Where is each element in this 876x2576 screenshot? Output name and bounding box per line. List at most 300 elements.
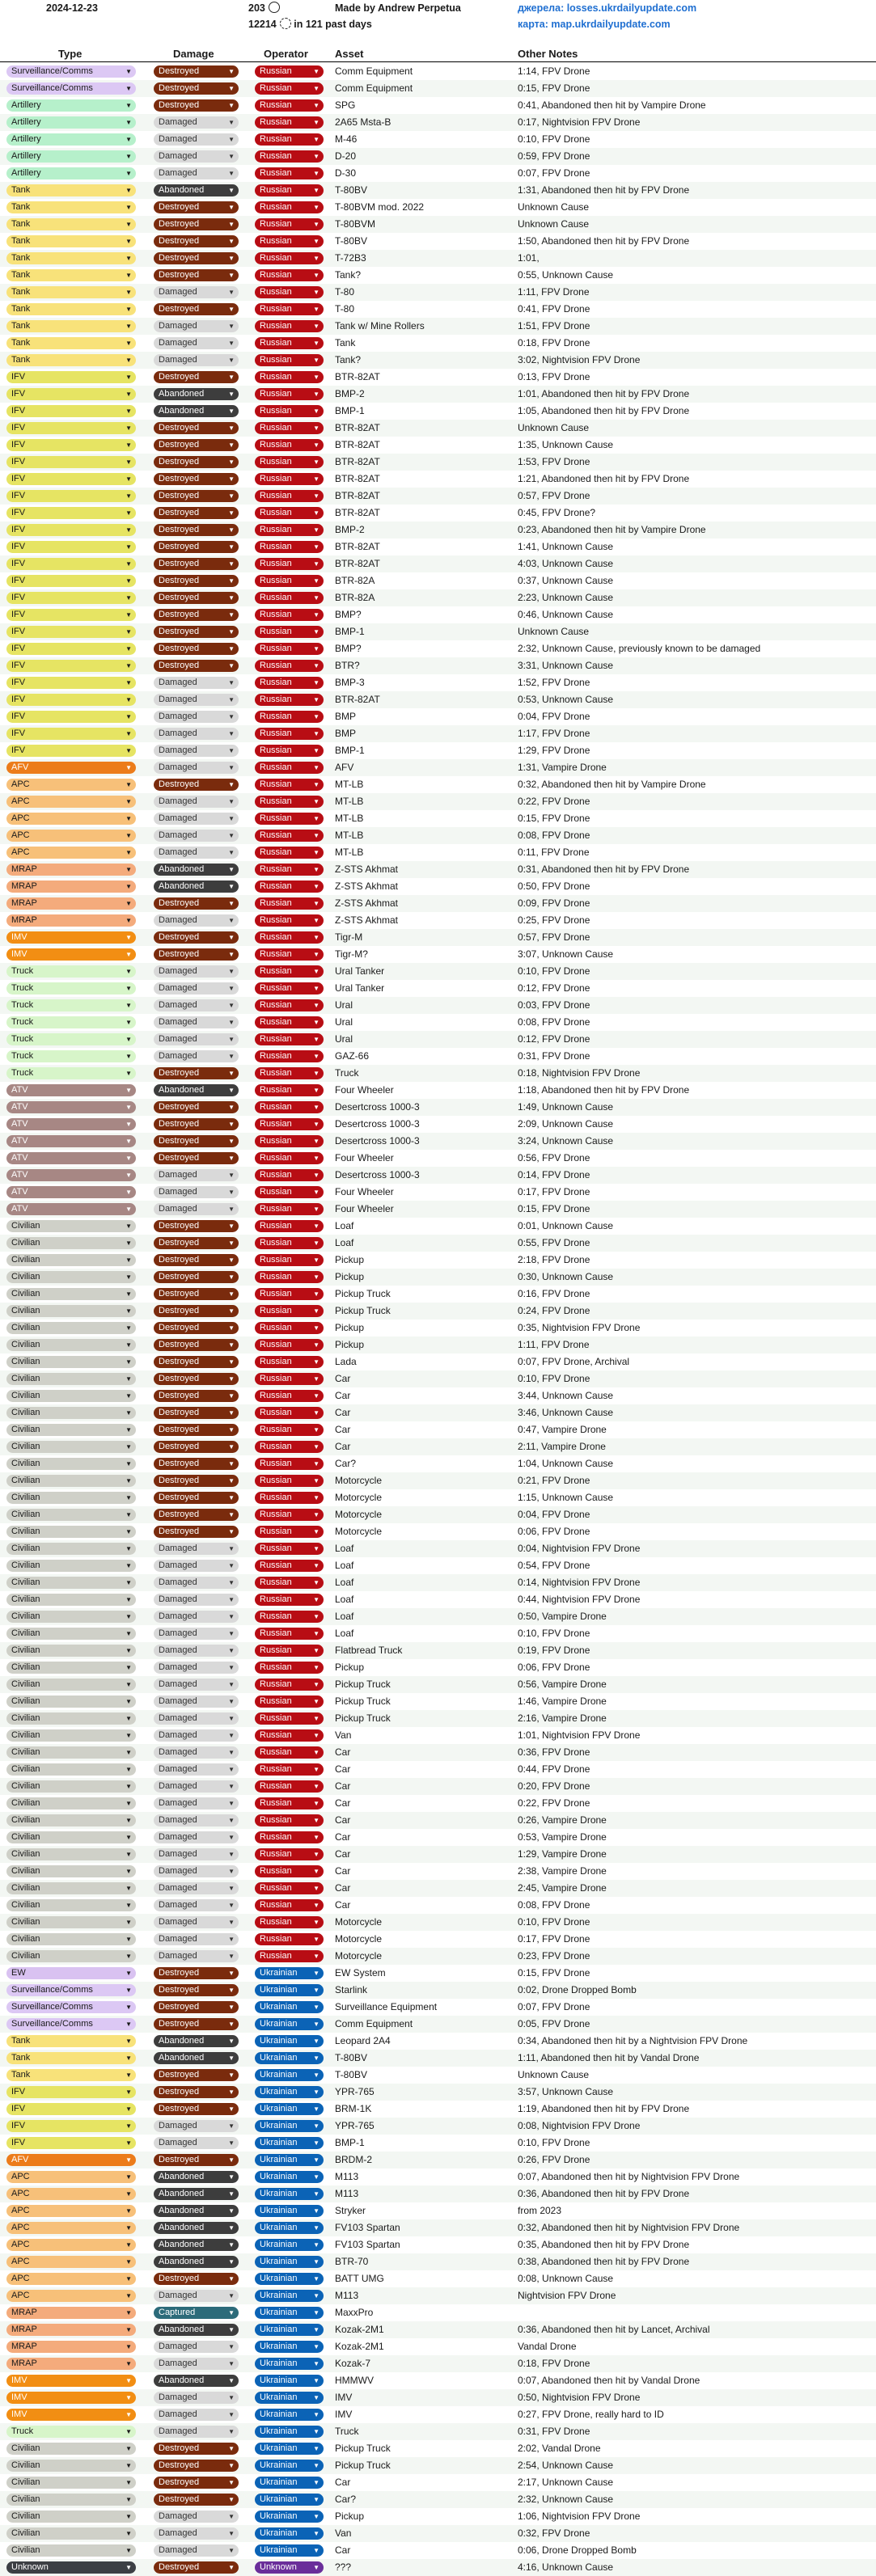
operator-select[interactable] [255, 1950, 324, 1962]
damage-select[interactable] [154, 2527, 239, 2540]
damage-select[interactable] [154, 2239, 239, 2251]
operator-select[interactable] [255, 897, 324, 910]
operator-select[interactable] [255, 252, 324, 264]
operator-select[interactable] [255, 2035, 324, 2047]
type-select[interactable] [6, 2205, 136, 2217]
damage-select[interactable] [154, 354, 239, 366]
operator-select[interactable] [255, 745, 324, 757]
damage-select[interactable] [154, 847, 239, 859]
operator-select[interactable] [255, 1594, 324, 1606]
damage-select[interactable] [154, 2307, 239, 2319]
damage-select[interactable] [154, 167, 239, 179]
damage-select[interactable] [154, 2460, 239, 2472]
operator-select[interactable] [255, 1084, 324, 1096]
column-header-type[interactable]: Type [58, 48, 83, 60]
type-select[interactable] [6, 1118, 136, 1130]
type-select[interactable] [6, 1067, 136, 1079]
damage-select[interactable] [154, 2358, 239, 2370]
operator-select[interactable] [255, 2171, 324, 2183]
damage-select[interactable] [154, 931, 239, 944]
damage-select[interactable] [154, 864, 239, 876]
operator-select[interactable] [255, 456, 324, 468]
damage-select[interactable] [154, 2035, 239, 2047]
type-select[interactable] [6, 2001, 136, 2013]
type-select[interactable] [6, 728, 136, 740]
type-select[interactable] [6, 65, 136, 78]
operator-select[interactable] [255, 914, 324, 927]
source-link[interactable]: losses.ukrdailyupdate.com [566, 2, 697, 14]
type-select[interactable] [6, 82, 136, 95]
type-select[interactable] [6, 914, 136, 927]
type-select[interactable] [6, 626, 136, 638]
type-select[interactable] [6, 2324, 136, 2336]
operator-select[interactable] [255, 2409, 324, 2421]
type-select[interactable] [6, 1865, 136, 1877]
damage-select[interactable] [154, 388, 239, 400]
operator-select[interactable] [255, 558, 324, 570]
damage-select[interactable] [154, 422, 239, 434]
damage-select[interactable] [154, 1662, 239, 1674]
operator-select[interactable] [255, 1865, 324, 1877]
damage-select[interactable] [154, 660, 239, 672]
type-select[interactable] [6, 1645, 136, 1657]
type-select[interactable] [6, 1475, 136, 1487]
damage-select[interactable] [154, 711, 239, 723]
type-select[interactable] [6, 1780, 136, 1793]
damage-select[interactable] [154, 745, 239, 757]
type-select[interactable] [6, 2358, 136, 2370]
damage-select[interactable] [154, 2052, 239, 2064]
type-select[interactable] [6, 592, 136, 604]
operator-select[interactable] [255, 1526, 324, 1538]
damage-select[interactable] [154, 541, 239, 553]
type-select[interactable] [6, 1967, 136, 1979]
type-select[interactable] [6, 2222, 136, 2234]
operator-select[interactable] [255, 2324, 324, 2336]
type-select[interactable] [6, 677, 136, 689]
operator-select[interactable] [255, 320, 324, 332]
type-select[interactable] [6, 1611, 136, 1623]
operator-select[interactable] [255, 643, 324, 655]
type-select[interactable] [6, 1186, 136, 1198]
damage-select[interactable] [154, 2188, 239, 2200]
operator-select[interactable] [255, 2307, 324, 2319]
operator-select[interactable] [255, 1322, 324, 1334]
damage-select[interactable] [154, 1186, 239, 1198]
type-select[interactable] [6, 490, 136, 502]
type-select[interactable] [6, 982, 136, 995]
type-select[interactable] [6, 1254, 136, 1266]
operator-select[interactable] [255, 1628, 324, 1640]
type-select[interactable] [6, 558, 136, 570]
map-link[interactable]: map.ukrdailyupdate.com [551, 19, 671, 30]
damage-select[interactable] [154, 1458, 239, 1470]
operator-select[interactable] [255, 2188, 324, 2200]
damage-select[interactable] [154, 1305, 239, 1317]
type-select[interactable] [6, 2460, 136, 2472]
operator-select[interactable] [255, 1814, 324, 1826]
operator-select[interactable] [255, 1696, 324, 1708]
type-select[interactable] [6, 1509, 136, 1521]
damage-select[interactable] [154, 1814, 239, 1826]
operator-select[interactable] [255, 2426, 324, 2438]
type-select[interactable] [6, 1339, 136, 1351]
operator-select[interactable] [255, 1339, 324, 1351]
type-select[interactable] [6, 133, 136, 146]
type-select[interactable] [6, 745, 136, 757]
type-select[interactable] [6, 1458, 136, 1470]
operator-select[interactable] [255, 2561, 324, 2574]
damage-select[interactable] [154, 456, 239, 468]
damage-select[interactable] [154, 2375, 239, 2387]
operator-select[interactable] [255, 796, 324, 808]
type-select[interactable] [6, 1101, 136, 1113]
operator-select[interactable] [255, 439, 324, 451]
damage-select[interactable] [154, 1475, 239, 1487]
operator-select[interactable] [255, 2120, 324, 2132]
operator-select[interactable] [255, 2222, 324, 2234]
type-select[interactable] [6, 1016, 136, 1028]
damage-select[interactable] [154, 1169, 239, 1181]
operator-select[interactable] [255, 1050, 324, 1062]
damage-select[interactable] [154, 252, 239, 264]
operator-select[interactable] [255, 1933, 324, 1945]
type-select[interactable] [6, 2256, 136, 2268]
damage-select[interactable] [154, 1237, 239, 1249]
type-select[interactable] [6, 796, 136, 808]
type-select[interactable] [6, 2103, 136, 2115]
damage-select[interactable] [154, 2477, 239, 2489]
operator-select[interactable] [255, 524, 324, 536]
damage-select[interactable] [154, 2290, 239, 2302]
damage-select[interactable] [154, 2561, 239, 2574]
damage-select[interactable] [154, 1050, 239, 1062]
operator-select[interactable] [255, 218, 324, 230]
type-select[interactable] [6, 2120, 136, 2132]
type-select[interactable] [6, 897, 136, 910]
type-select[interactable] [6, 948, 136, 961]
type-select[interactable] [6, 1560, 136, 1572]
damage-select[interactable] [154, 982, 239, 995]
operator-select[interactable] [255, 609, 324, 621]
damage-select[interactable] [154, 948, 239, 961]
type-select[interactable] [6, 1882, 136, 1894]
damage-select[interactable] [154, 1509, 239, 1521]
damage-select[interactable] [154, 2426, 239, 2438]
type-select[interactable] [6, 456, 136, 468]
operator-select[interactable] [255, 1254, 324, 1266]
damage-select[interactable] [154, 235, 239, 247]
type-select[interactable] [6, 2443, 136, 2455]
damage-select[interactable] [154, 1933, 239, 1945]
operator-select[interactable] [255, 2527, 324, 2540]
column-header-damage[interactable]: Damage [173, 48, 214, 60]
operator-select[interactable] [255, 1237, 324, 1249]
operator-select[interactable] [255, 184, 324, 196]
damage-select[interactable] [154, 1526, 239, 1538]
operator-select[interactable] [255, 1441, 324, 1453]
damage-select[interactable] [154, 524, 239, 536]
damage-select[interactable] [154, 1882, 239, 1894]
damage-select[interactable] [154, 1865, 239, 1877]
type-select[interactable] [6, 1220, 136, 1232]
operator-select[interactable] [255, 235, 324, 247]
type-select[interactable] [6, 201, 136, 213]
column-header-operator[interactable]: Operator [264, 48, 308, 60]
type-select[interactable] [6, 2392, 136, 2404]
damage-select[interactable] [154, 1356, 239, 1368]
type-select[interactable] [6, 2511, 136, 2523]
operator-select[interactable] [255, 1407, 324, 1419]
operator-select[interactable] [255, 1729, 324, 1742]
operator-select[interactable] [255, 1577, 324, 1589]
operator-select[interactable] [255, 1645, 324, 1657]
type-select[interactable] [6, 1356, 136, 1368]
type-select[interactable] [6, 354, 136, 366]
damage-select[interactable] [154, 2494, 239, 2506]
type-select[interactable] [6, 1984, 136, 1996]
damage-select[interactable] [154, 286, 239, 298]
type-select[interactable] [6, 1848, 136, 1860]
operator-select[interactable] [255, 1916, 324, 1928]
damage-select[interactable] [154, 1746, 239, 1759]
type-select[interactable] [6, 1492, 136, 1504]
type-select[interactable] [6, 1373, 136, 1385]
operator-select[interactable] [255, 1763, 324, 1776]
type-select[interactable] [6, 2052, 136, 2064]
operator-select[interactable] [255, 422, 324, 434]
operator-select[interactable] [255, 1390, 324, 1402]
damage-select[interactable] [154, 2256, 239, 2268]
type-select[interactable] [6, 2018, 136, 2030]
damage-select[interactable] [154, 184, 239, 196]
operator-select[interactable] [255, 1509, 324, 1521]
operator-select[interactable] [255, 2375, 324, 2387]
damage-select[interactable] [154, 1339, 239, 1351]
damage-select[interactable] [154, 796, 239, 808]
type-select[interactable] [6, 1169, 136, 1181]
damage-select[interactable] [154, 2001, 239, 2013]
operator-select[interactable] [255, 354, 324, 366]
type-select[interactable] [6, 1712, 136, 1725]
damage-select[interactable] [154, 1950, 239, 1962]
operator-select[interactable] [255, 1186, 324, 1198]
operator-select[interactable] [255, 2086, 324, 2098]
damage-select[interactable] [154, 507, 239, 519]
operator-select[interactable] [255, 948, 324, 961]
type-select[interactable] [6, 2188, 136, 2200]
operator-select[interactable] [255, 1118, 324, 1130]
damage-select[interactable] [154, 592, 239, 604]
type-select[interactable] [6, 609, 136, 621]
damage-select[interactable] [154, 813, 239, 825]
column-header-asset[interactable]: Asset [335, 48, 364, 60]
type-select[interactable] [6, 286, 136, 298]
operator-select[interactable] [255, 1984, 324, 1996]
type-select[interactable] [6, 2035, 136, 2047]
damage-select[interactable] [154, 1152, 239, 1164]
operator-select[interactable] [255, 1373, 324, 1385]
type-select[interactable] [6, 252, 136, 264]
damage-select[interactable] [154, 677, 239, 689]
type-select[interactable] [6, 1033, 136, 1045]
type-select[interactable] [6, 2273, 136, 2285]
damage-select[interactable] [154, 1763, 239, 1776]
operator-select[interactable] [255, 2103, 324, 2115]
type-select[interactable] [6, 388, 136, 400]
damage-select[interactable] [154, 1679, 239, 1691]
operator-select[interactable] [255, 82, 324, 95]
damage-select[interactable] [154, 2511, 239, 2523]
damage-select[interactable] [154, 2341, 239, 2353]
operator-select[interactable] [255, 864, 324, 876]
damage-select[interactable] [154, 1373, 239, 1385]
type-select[interactable] [6, 660, 136, 672]
damage-select[interactable] [154, 626, 239, 638]
damage-select[interactable] [154, 1831, 239, 1843]
type-select[interactable] [6, 2086, 136, 2098]
damage-select[interactable] [154, 1712, 239, 1725]
damage-select[interactable] [154, 439, 239, 451]
damage-select[interactable] [154, 1848, 239, 1860]
damage-select[interactable] [154, 2154, 239, 2166]
operator-select[interactable] [255, 2477, 324, 2489]
type-select[interactable] [6, 541, 136, 553]
type-select[interactable] [6, 643, 136, 655]
type-select[interactable] [6, 1288, 136, 1300]
operator-select[interactable] [255, 1543, 324, 1555]
operator-select[interactable] [255, 1220, 324, 1232]
operator-select[interactable] [255, 2341, 324, 2353]
damage-select[interactable] [154, 1628, 239, 1640]
damage-select[interactable] [154, 1645, 239, 1657]
type-select[interactable] [6, 2494, 136, 2506]
damage-select[interactable] [154, 1288, 239, 1300]
damage-select[interactable] [154, 1271, 239, 1283]
operator-select[interactable] [255, 1712, 324, 1725]
type-select[interactable] [6, 1763, 136, 1776]
damage-select[interactable] [154, 1916, 239, 1928]
operator-select[interactable] [255, 1271, 324, 1283]
column-header-notes[interactable]: Other Notes [518, 48, 578, 60]
type-select[interactable] [6, 1950, 136, 1962]
operator-select[interactable] [255, 677, 324, 689]
damage-select[interactable] [154, 2103, 239, 2115]
damage-select[interactable] [154, 1254, 239, 1266]
type-select[interactable] [6, 303, 136, 315]
type-select[interactable] [6, 2307, 136, 2319]
operator-select[interactable] [255, 1662, 324, 1674]
type-select[interactable] [6, 1237, 136, 1249]
operator-select[interactable] [255, 2460, 324, 2472]
damage-select[interactable] [154, 914, 239, 927]
operator-select[interactable] [255, 880, 324, 893]
type-select[interactable] [6, 473, 136, 485]
type-select[interactable] [6, 1577, 136, 1589]
damage-select[interactable] [154, 116, 239, 129]
type-select[interactable] [6, 524, 136, 536]
operator-select[interactable] [255, 1135, 324, 1147]
type-select[interactable] [6, 2544, 136, 2557]
damage-select[interactable] [154, 830, 239, 842]
damage-select[interactable] [154, 1118, 239, 1130]
damage-select[interactable] [154, 1424, 239, 1436]
operator-select[interactable] [255, 1288, 324, 1300]
type-select[interactable] [6, 1135, 136, 1147]
damage-select[interactable] [154, 999, 239, 1011]
damage-select[interactable] [154, 1492, 239, 1504]
type-select[interactable] [6, 1390, 136, 1402]
damage-select[interactable] [154, 2443, 239, 2455]
type-select[interactable] [6, 2171, 136, 2183]
type-select[interactable] [6, 1203, 136, 1215]
operator-select[interactable] [255, 1475, 324, 1487]
operator-select[interactable] [255, 99, 324, 112]
operator-select[interactable] [255, 150, 324, 163]
operator-select[interactable] [255, 65, 324, 78]
operator-select[interactable] [255, 1169, 324, 1181]
type-select[interactable] [6, 999, 136, 1011]
operator-select[interactable] [255, 1831, 324, 1843]
operator-select[interactable] [255, 1067, 324, 1079]
operator-select[interactable] [255, 405, 324, 417]
type-select[interactable] [6, 1679, 136, 1691]
operator-select[interactable] [255, 2290, 324, 2302]
damage-select[interactable] [154, 133, 239, 146]
type-select[interactable] [6, 1696, 136, 1708]
damage-select[interactable] [154, 1594, 239, 1606]
operator-select[interactable] [255, 303, 324, 315]
operator-select[interactable] [255, 507, 324, 519]
operator-select[interactable] [255, 490, 324, 502]
operator-select[interactable] [255, 2443, 324, 2455]
damage-select[interactable] [154, 2120, 239, 2132]
damage-select[interactable] [154, 779, 239, 791]
operator-select[interactable] [255, 1611, 324, 1623]
damage-select[interactable] [154, 1729, 239, 1742]
damage-select[interactable] [154, 2544, 239, 2557]
type-select[interactable] [6, 1628, 136, 1640]
damage-select[interactable] [154, 1696, 239, 1708]
type-select[interactable] [6, 2137, 136, 2149]
operator-select[interactable] [255, 2273, 324, 2285]
operator-select[interactable] [255, 1780, 324, 1793]
damage-select[interactable] [154, 1984, 239, 1996]
operator-select[interactable] [255, 1746, 324, 1759]
operator-select[interactable] [255, 1152, 324, 1164]
type-select[interactable] [6, 575, 136, 587]
damage-select[interactable] [154, 1084, 239, 1096]
damage-select[interactable] [154, 1390, 239, 1402]
type-select[interactable] [6, 150, 136, 163]
operator-select[interactable] [255, 931, 324, 944]
operator-select[interactable] [255, 269, 324, 281]
damage-select[interactable] [154, 1203, 239, 1215]
type-select[interactable] [6, 422, 136, 434]
operator-select[interactable] [255, 762, 324, 774]
type-select[interactable] [6, 2409, 136, 2421]
operator-select[interactable] [255, 1305, 324, 1317]
type-select[interactable] [6, 1050, 136, 1062]
type-select[interactable] [6, 184, 136, 196]
operator-select[interactable] [255, 2018, 324, 2030]
damage-select[interactable] [154, 269, 239, 281]
operator-select[interactable] [255, 847, 324, 859]
damage-select[interactable] [154, 2392, 239, 2404]
operator-select[interactable] [255, 337, 324, 349]
operator-select[interactable] [255, 2256, 324, 2268]
damage-select[interactable] [154, 2222, 239, 2234]
